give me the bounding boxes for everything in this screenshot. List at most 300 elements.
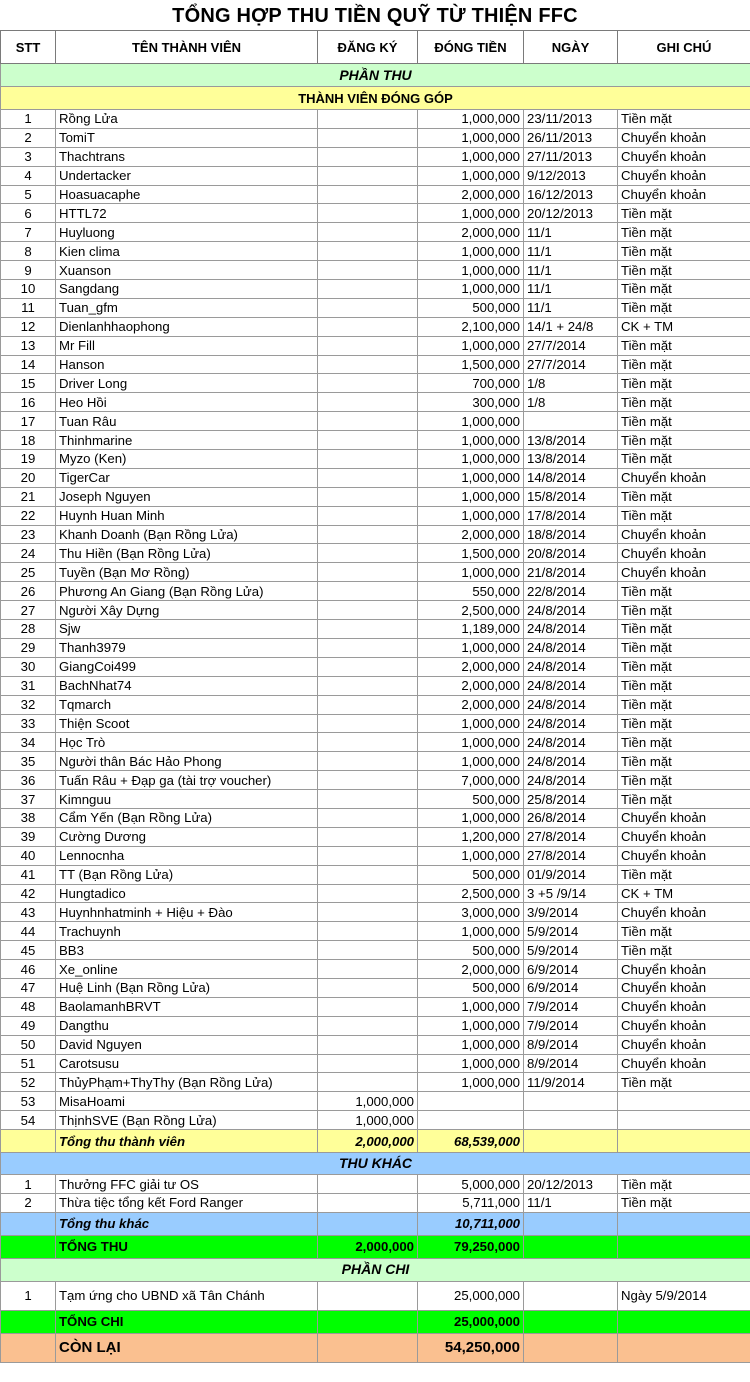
cell-paid [418,1111,524,1130]
cell-date: 26/8/2014 [524,808,618,827]
cell-stt: 35 [1,752,56,771]
cell-note: Chuyển khoản [618,147,750,166]
other-total-row [1,1212,750,1235]
cell-note: Tiền mặt [618,450,750,469]
cell-empty [1,1130,56,1153]
section-members-row [1,87,750,110]
cell-registered [318,1281,418,1310]
cell-registered [318,506,418,525]
cell-name: Tuấn Râu + Đạp ga (tài trợ voucher) [56,771,318,790]
member-row [1,1092,750,1111]
cell-date: 20/12/2013 [524,1175,618,1194]
cell-registered [318,960,418,979]
cell-name: Tuyền (Bạn Mơ Rồng) [56,563,318,582]
cell-name: Tqmarch [56,695,318,714]
cell-registered [318,771,418,790]
cell-name: Thanh3979 [56,638,318,657]
cell-stt: 13 [1,336,56,355]
cell-registered [318,166,418,185]
cell-registered [318,676,418,695]
cell-registered [318,242,418,261]
cell-note: Chuyển khoản [618,997,750,1016]
cell-paid: 1,000,000 [418,450,524,469]
cell-registered [318,922,418,941]
cell-date: 11/1 [524,261,618,280]
cell-date: 24/8/2014 [524,714,618,733]
cell-note: Tiền mặt [618,374,750,393]
other-income-row [1,1175,750,1194]
cell-stt: 20 [1,468,56,487]
header-note: GHI CHÚ [618,31,750,64]
cell-registered [318,582,418,601]
cell-empty [1,1333,56,1362]
cell-note: Tiền mặt [618,431,750,450]
total-paid: 10,711,000 [418,1212,524,1235]
member-row [1,412,750,431]
header-paid: ĐÓNG TIỀN [418,31,524,64]
cell-name: Myzo (Ken) [56,450,318,469]
cell-paid: 300,000 [418,393,524,412]
cell-note [618,1092,750,1111]
cell-name: Huynh Huan Minh [56,506,318,525]
cell-paid: 1,000,000 [418,147,524,166]
header-stt: STT [1,31,56,64]
cell-date: 20/12/2013 [524,204,618,223]
cell-name: Xe_online [56,960,318,979]
cell-stt: 16 [1,393,56,412]
member-row [1,185,750,204]
cell-stt: 34 [1,733,56,752]
cell-empty [524,1130,618,1153]
cell-date: 24/8/2014 [524,676,618,695]
cell-registered [318,280,418,299]
cell-note: Tiền mặt [618,487,750,506]
cell-name: Sangdang [56,280,318,299]
other-income-row [1,1193,750,1212]
member-row [1,808,750,827]
cell-stt: 8 [1,242,56,261]
member-row [1,393,750,412]
cell-registered [318,544,418,563]
cell-registered [318,1073,418,1092]
member-row [1,242,750,261]
cell-stt: 11 [1,298,56,317]
member-row [1,544,750,563]
cell-stt: 10 [1,280,56,299]
cell-date: 27/8/2014 [524,846,618,865]
cell-paid: 1,500,000 [418,544,524,563]
cell-note: Tiền mặt [618,412,750,431]
cell-paid: 1,000,000 [418,128,524,147]
cell-note: Chuyển khoản [618,185,750,204]
cell-date: 7/9/2014 [524,1016,618,1035]
cell-note: Chuyển khoản [618,525,750,544]
cell-name: Thừa tiệc tổng kết Ford Ranger [56,1193,318,1212]
cell-registered [318,374,418,393]
cell-stt: 47 [1,978,56,997]
cell-registered [318,941,418,960]
member-row [1,487,750,506]
cell-date: 6/9/2014 [524,960,618,979]
cell-registered [318,147,418,166]
cell-empty [618,1333,750,1362]
cell-paid: 1,000,000 [418,1035,524,1054]
cell-paid: 500,000 [418,865,524,884]
cell-stt: 3 [1,147,56,166]
cell-date: 16/12/2013 [524,185,618,204]
member-row [1,695,750,714]
header-registered: ĐĂNG KÝ [318,31,418,64]
cell-empty [618,1235,750,1258]
member-row [1,638,750,657]
member-row [1,1035,750,1054]
cell-name: Dienlanhhaophong [56,317,318,336]
cell-registered [318,884,418,903]
cell-empty [524,1235,618,1258]
cell-paid: 2,500,000 [418,884,524,903]
section-other-row [1,1153,750,1175]
cell-registered [318,487,418,506]
section-income: PHẦN THU [1,64,750,87]
cell-registered [318,714,418,733]
cell-empty [524,1212,618,1235]
cell-registered: 1,000,000 [318,1111,418,1130]
cell-date: 5/9/2014 [524,922,618,941]
cell-name: Người Xây Dựng [56,601,318,620]
member-row [1,110,750,129]
cell-registered [318,223,418,242]
cell-name: Mr Fill [56,336,318,355]
cell-note: Tiền mặt [618,242,750,261]
cell-registered [318,317,418,336]
member-row [1,601,750,620]
cell-date: 9/12/2013 [524,166,618,185]
member-row [1,903,750,922]
cell-paid: 1,000,000 [418,1054,524,1073]
cell-paid: 1,000,000 [418,638,524,657]
cell-date: 24/8/2014 [524,657,618,676]
cell-date: 24/8/2014 [524,695,618,714]
cell-date: 24/8/2014 [524,601,618,620]
cell-stt: 46 [1,960,56,979]
cell-stt: 23 [1,525,56,544]
cell-stt: 22 [1,506,56,525]
cell-note: Chuyển khoản [618,1016,750,1035]
cell-stt: 17 [1,412,56,431]
cell-note: Tiền mặt [618,298,750,317]
cell-note: Tiền mặt [618,110,750,129]
cell-paid: 7,000,000 [418,771,524,790]
cell-name: Undertacker [56,166,318,185]
cell-name: Huệ Linh (Bạn Rồng Lửa) [56,978,318,997]
cell-stt: 31 [1,676,56,695]
member-row [1,827,750,846]
cell-registered [318,298,418,317]
cell-name: Carotsusu [56,1054,318,1073]
cell-stt: 4 [1,166,56,185]
cell-stt: 9 [1,261,56,280]
member-row [1,374,750,393]
cell-date: 24/8/2014 [524,771,618,790]
cell-date: 11/1 [524,1193,618,1212]
cell-name: ThủyPhạm+ThyThy (Bạn Rồng Lửa) [56,1073,318,1092]
cell-name: TigerCar [56,468,318,487]
cell-date: 11/1 [524,223,618,242]
cell-note: Tiền mặt [618,1193,750,1212]
cell-note: Tiền mặt [618,261,750,280]
cell-date [524,412,618,431]
cell-name: Phương An Giang (Bạn Rồng Lửa) [56,582,318,601]
cell-note: Chuyển khoản [618,808,750,827]
cell-name: Rồng Lửa [56,110,318,129]
cell-note: Tiền mặt [618,657,750,676]
cell-stt: 48 [1,997,56,1016]
cell-stt: 29 [1,638,56,657]
cell-stt: 21 [1,487,56,506]
cell-date: 24/8/2014 [524,620,618,639]
cell-date: 15/8/2014 [524,487,618,506]
cell-stt: 19 [1,450,56,469]
cell-note: Chuyển khoản [618,903,750,922]
cell-stt: 7 [1,223,56,242]
cell-name: Tạm ứng cho UBND xã Tân Chánh [56,1281,318,1310]
cell-paid: 1,000,000 [418,204,524,223]
cell-note: Tiền mặt [618,336,750,355]
cell-date: 27/8/2014 [524,827,618,846]
member-row [1,166,750,185]
cell-stt: 1 [1,1281,56,1310]
member-row [1,450,750,469]
cell-date: 22/8/2014 [524,582,618,601]
cell-name: MisaHoami [56,1092,318,1111]
cell-date: 5/9/2014 [524,941,618,960]
cell-stt: 33 [1,714,56,733]
cell-paid: 500,000 [418,941,524,960]
cell-registered [318,393,418,412]
member-row [1,506,750,525]
cell-registered [318,1035,418,1054]
cell-paid: 1,000,000 [418,468,524,487]
cell-name: Driver Long [56,374,318,393]
cell-name: GiangCoi499 [56,657,318,676]
cell-note: Ngày 5/9/2014 [618,1281,750,1310]
cell-registered [318,978,418,997]
cell-note: Chuyển khoản [618,468,750,487]
cell-name: Hungtadico [56,884,318,903]
cell-date: 24/8/2014 [524,733,618,752]
members-total-row [1,1130,750,1153]
member-row [1,431,750,450]
member-row [1,336,750,355]
member-row [1,714,750,733]
cell-note: Tiền mặt [618,620,750,639]
cell-paid: 5,711,000 [418,1193,524,1212]
cell-empty [618,1212,750,1235]
cell-date: 1/8 [524,374,618,393]
cell-stt: 54 [1,1111,56,1130]
member-row [1,941,750,960]
cell-note: Tiền mặt [618,1073,750,1092]
cell-date: 27/7/2014 [524,355,618,374]
cell-stt: 1 [1,110,56,129]
cell-note: Chuyển khoản [618,827,750,846]
cell-date: 14/8/2014 [524,468,618,487]
cell-stt: 24 [1,544,56,563]
total-paid: 79,250,000 [418,1235,524,1258]
cell-note: Tiền mặt [618,771,750,790]
total-label: Tổng thu khác [56,1212,318,1235]
cell-registered [318,733,418,752]
cell-date: 24/8/2014 [524,752,618,771]
cell-date: 13/8/2014 [524,431,618,450]
cell-paid: 5,000,000 [418,1175,524,1194]
total-paid: 68,539,000 [418,1130,524,1153]
cell-name: Heo Hồi [56,393,318,412]
cell-note: Chuyển khoản [618,1035,750,1054]
cell-registered [318,827,418,846]
member-row [1,846,750,865]
cell-date: 01/9/2014 [524,865,618,884]
cell-paid: 3,000,000 [418,903,524,922]
cell-name: Thưởng FFC giải tư OS [56,1175,318,1194]
cell-registered [318,601,418,620]
member-row [1,317,750,336]
cell-name: Thachtrans [56,147,318,166]
spend-total-row [1,1310,750,1333]
cell-paid: 2,000,000 [418,525,524,544]
cell-date: 1/8 [524,393,618,412]
cell-date: 25/8/2014 [524,790,618,809]
cell-paid: 500,000 [418,790,524,809]
cell-note: Tiền mặt [618,714,750,733]
cell-paid: 1,000,000 [418,846,524,865]
cell-note: Tiền mặt [618,733,750,752]
cell-name: Cường Dương [56,827,318,846]
cell-date: 11/1 [524,280,618,299]
cell-empty [1,1310,56,1333]
section-spend-row [1,1258,750,1281]
cell-note: Tiền mặt [618,506,750,525]
cell-paid: 2,500,000 [418,601,524,620]
member-row [1,978,750,997]
cell-name: Người thân Bác Hảo Phong [56,752,318,771]
cell-date: 14/1 + 24/8 [524,317,618,336]
cell-registered [318,563,418,582]
cell-empty [524,1310,618,1333]
cell-stt: 26 [1,582,56,601]
cell-name: Thinhmarine [56,431,318,450]
cell-date: 17/8/2014 [524,506,618,525]
cell-date: 3 +5 /9/14 [524,884,618,903]
cell-paid: 500,000 [418,298,524,317]
total-paid: 25,000,000 [418,1310,524,1333]
cell-date: 8/9/2014 [524,1054,618,1073]
member-row [1,752,750,771]
cell-name: Trachuynh [56,922,318,941]
cell-stt: 40 [1,846,56,865]
cell-note: Chuyển khoản [618,846,750,865]
cell-paid: 1,000,000 [418,487,524,506]
cell-paid: 1,000,000 [418,336,524,355]
cell-paid: 1,000,000 [418,261,524,280]
cell-registered [318,1175,418,1194]
member-row [1,280,750,299]
cell-date: 7/9/2014 [524,997,618,1016]
cell-stt: 15 [1,374,56,393]
cell-date: 11/1 [524,298,618,317]
cell-registered [318,431,418,450]
cell-date: 20/8/2014 [524,544,618,563]
cell-name: BachNhat74 [56,676,318,695]
cell-note: Tiền mặt [618,582,750,601]
cell-date: 11/1 [524,242,618,261]
cell-name: Hoasuacaphe [56,185,318,204]
cell-stt: 2 [1,1193,56,1212]
cell-note: Tiền mặt [618,638,750,657]
cell-date [524,1092,618,1111]
cell-note: CK + TM [618,884,750,903]
cell-note: Chuyển khoản [618,544,750,563]
cell-note: Tiền mặt [618,695,750,714]
cell-note: Chuyển khoản [618,1054,750,1073]
cell-date: 6/9/2014 [524,978,618,997]
member-row [1,468,750,487]
cell-registered [318,336,418,355]
cell-paid: 1,000,000 [418,166,524,185]
cell-stt: 36 [1,771,56,790]
cell-registered [318,261,418,280]
cell-note: Tiền mặt [618,204,750,223]
cell-stt: 37 [1,790,56,809]
cell-stt: 50 [1,1035,56,1054]
cell-registered [318,1193,418,1212]
member-row [1,657,750,676]
cell-paid: 2,000,000 [418,960,524,979]
member-row [1,1111,750,1130]
cell-name: Thiện Scoot [56,714,318,733]
cell-date: 3/9/2014 [524,903,618,922]
cell-name: Thu Hiền (Bạn Rồng Lửa) [56,544,318,563]
cell-paid: 1,200,000 [418,827,524,846]
cell-note: Tiền mặt [618,752,750,771]
cell-stt: 52 [1,1073,56,1092]
cell-name: Xuanson [56,261,318,280]
cell-stt: 30 [1,657,56,676]
cell-registered [318,846,418,865]
member-row [1,884,750,903]
cell-note: Tiền mặt [618,1175,750,1194]
cell-registered [318,450,418,469]
member-row [1,1016,750,1035]
cell-stt: 25 [1,563,56,582]
cell-paid: 1,000,000 [418,412,524,431]
section-other: THU KHÁC [1,1153,750,1175]
cell-registered [318,997,418,1016]
member-row [1,922,750,941]
cell-date: 11/9/2014 [524,1073,618,1092]
header-date: NGÀY [524,31,618,64]
cell-registered: 1,000,000 [318,1092,418,1111]
cell-note: Tiền mặt [618,941,750,960]
cell-name: Khanh Doanh (Bạn Rồng Lửa) [56,525,318,544]
cell-registered [318,1054,418,1073]
total-label: TỔNG THU [56,1235,318,1258]
cell-registered [318,638,418,657]
member-row [1,676,750,695]
cell-paid: 2,000,000 [418,657,524,676]
cell-note: Chuyển khoản [618,166,750,185]
cell-date: 13/8/2014 [524,450,618,469]
